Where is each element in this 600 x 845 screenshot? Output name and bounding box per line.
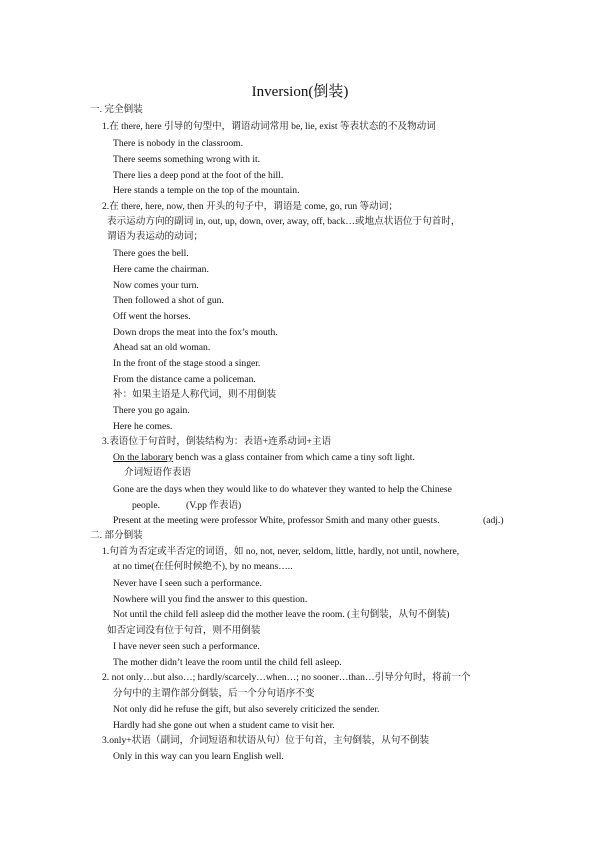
page-title: Inversion(倒装) xyxy=(251,84,349,100)
supplement-note: 补：如果主语是人称代词，则不用倒装 xyxy=(113,389,277,400)
example-line: Here stands a temple on the top of the mountain. xyxy=(113,185,300,196)
rule-3-predicative: 3.表语位于句首时，倒装结构为：表语+连系动词+主语 xyxy=(102,436,332,447)
example-line: There lies a deep pond at the foot of the hill. xyxy=(113,170,284,181)
rule-1-there-here: 1.在 there, here 引导的句型中，谓语动词常用 be, lie, exist 等表状态的不及物动词 xyxy=(102,121,436,132)
example-rest: bench was a glass container from which came a tiny soft light. xyxy=(173,452,415,463)
example-line: The mother didn’t leave the room until the child fell asleep. xyxy=(113,657,342,668)
example-line: Only in this way can you learn English well. xyxy=(113,751,284,762)
example-line: Here came the chairman. xyxy=(113,264,209,275)
annotation: 介词短语作表语 xyxy=(124,467,192,478)
example-line: There seems something wrong with it. xyxy=(113,154,261,165)
example-line: Now comes your turn. xyxy=(113,280,199,291)
example-line: Nowhere will you find the answer to this question. xyxy=(113,594,308,605)
example-line: There goes the bell. xyxy=(113,248,189,259)
rule-3-only: 3.only+状语（副词，介词短语和状语从句）位于句首，主句倒装，从句不倒装 xyxy=(102,735,430,746)
example-line: Present at the meeting were professor White, professor Smith and many other guests. xyxy=(113,515,440,526)
rule-2-continuation: 分句中的主谓作部分倒装，后一个分句语序不变 xyxy=(113,688,315,699)
example-line: Ahead sat an old woman. xyxy=(113,342,211,353)
example-line: There is nobody in the classroom. xyxy=(113,138,244,149)
example-line: Here he comes. xyxy=(113,421,173,432)
rule-2-correlatives: 2. not only…but also…; hardly/scarcely…when…; no sooner…than…引导分句时，将前一个 xyxy=(102,672,471,683)
rule-1-negative: 1.句首为否定或半否定的词语，如 no, not, never, seldom, little, hardly, not until, nowhere, xyxy=(102,546,460,557)
rule-2-continuation: 表示运动方向的副词 in, out, up, down, over, away, off, back…或地点状语位于句首时， xyxy=(107,216,461,227)
example-line: Then followed a shot of gun. xyxy=(113,295,224,306)
rule-2-motion-verbs: 2.在 there, here, now, then 开头的句子中，谓语是 come, go, run 等动词； xyxy=(102,201,398,212)
example-line: I have never seen such a performance. xyxy=(113,641,260,652)
rule-1-continuation: at no time(在任何时候绝不), by no means….. xyxy=(113,561,293,572)
example-line: Never have I seen such a performance. xyxy=(113,578,262,589)
example-line-continuation: people. xyxy=(132,500,160,511)
note-line: 如否定词没有位于句首，则不用倒装 xyxy=(107,625,261,636)
example-line: Down drops the meat into the fox’s mouth. xyxy=(113,327,278,338)
example-line xyxy=(113,452,415,464)
example-line: Not until the child fell asleep did the mother leave the room. (主句倒装，从句不倒装) xyxy=(113,609,450,620)
example-line: From the distance came a policeman. xyxy=(113,374,256,385)
underlined-phrase: On the laborary xyxy=(113,452,174,463)
example-line: In the front of the stage stood a singer. xyxy=(113,358,261,369)
example-line: Off went the horses. xyxy=(113,311,191,322)
rule-2-continuation: 谓语为表运动的动词； xyxy=(107,231,203,242)
section-heading-partial-inversion: 二. 部分倒装 xyxy=(90,530,143,541)
example-line: Hardly had she gone out when a student came to visit her. xyxy=(113,720,335,731)
example-line: Gone are the days when they would like to do whatever they wanted to help the Chinese xyxy=(113,484,452,495)
annotation: (adj.) xyxy=(483,515,504,526)
annotation: (V.pp 作表语) xyxy=(186,500,242,511)
example-line: Not only did he refuse the gift, but also severely criticized the sender. xyxy=(113,704,380,715)
example-line: There you go again. xyxy=(113,405,190,416)
section-heading-full-inversion: 一. 完全倒装 xyxy=(90,104,143,115)
